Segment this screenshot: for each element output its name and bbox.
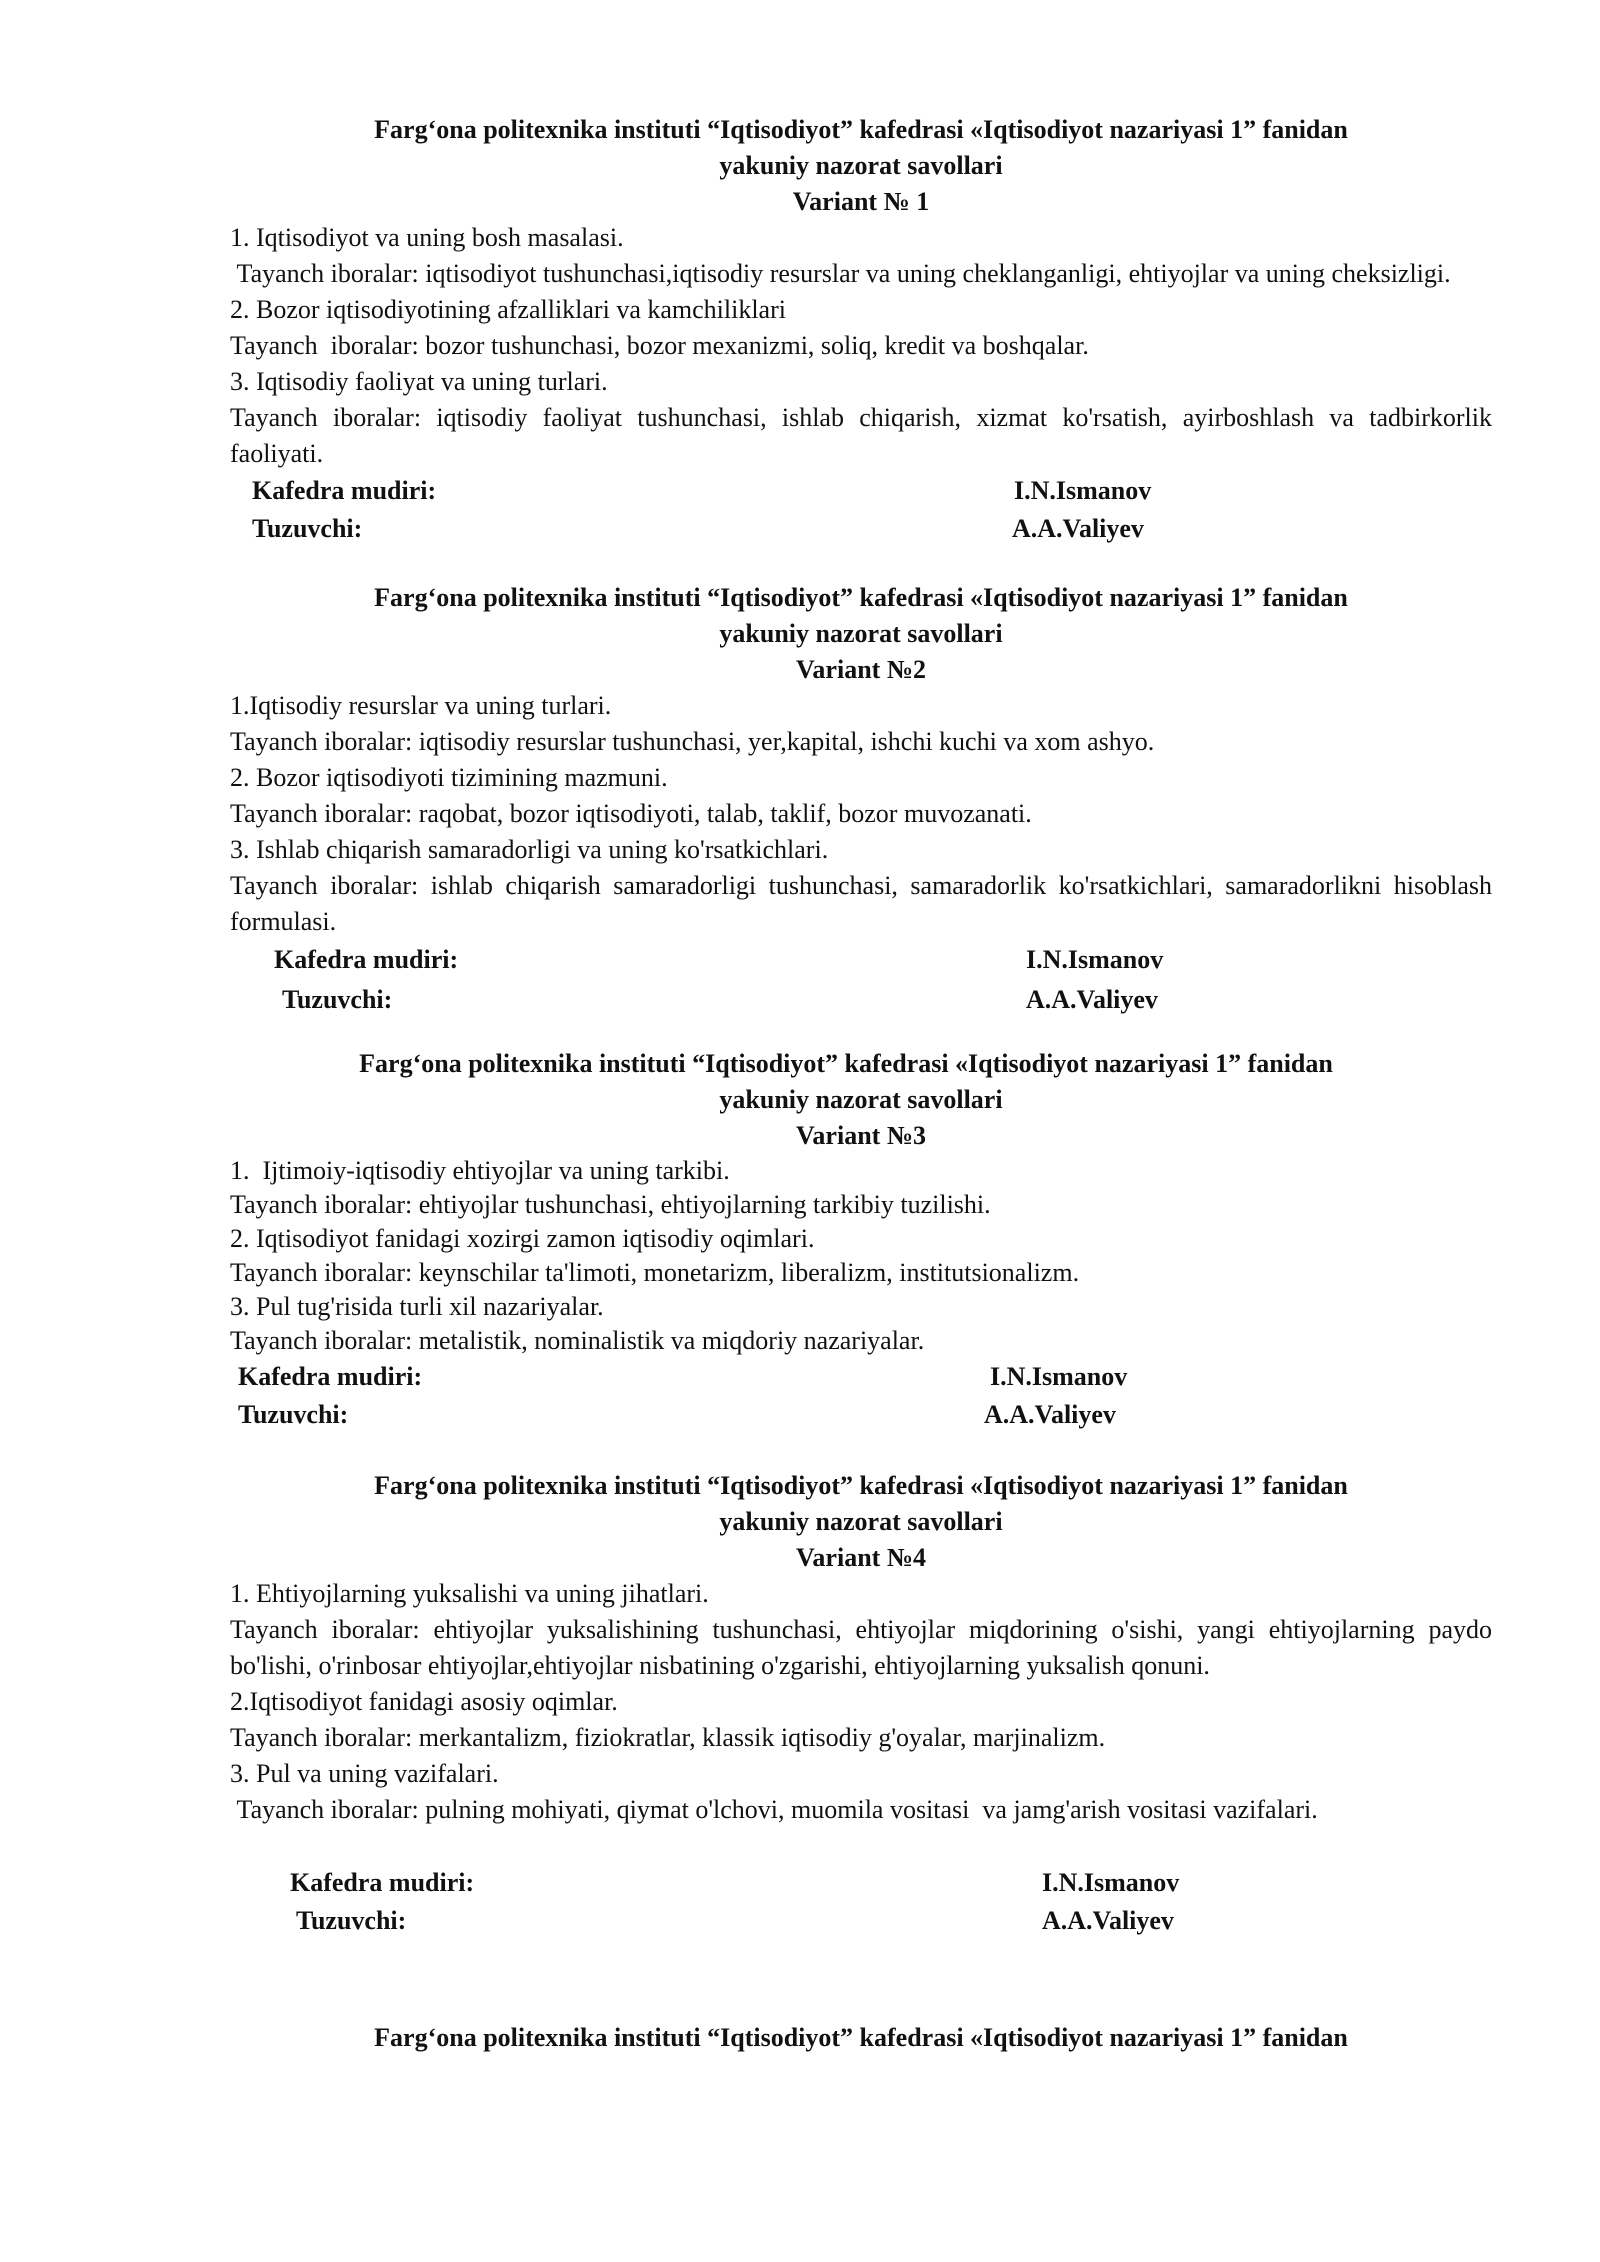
question-3: 3. Iqtisodiy faoliyat va uning turlari. (230, 367, 608, 396)
question-2: 2. Iqtisodiyot fanidagi xozirgi zamon iqtisodiy oqimlari. (230, 1224, 815, 1253)
keywords-2: Tayanch iboralar: bozor tushunchasi, bozor mexanizmi, soliq, kredit va boshqalar. (230, 331, 1089, 360)
signature-head-row (230, 1864, 1492, 1902)
signature-author-row (230, 1902, 1492, 1940)
head-name: I.N.Ismanov (1042, 1868, 1180, 1897)
variant-block-1 (230, 112, 1499, 548)
header-institute: Farg‘ona politexnika instituti “Iqtisodiyot” kafedrasi «Iqtisodiyot nazariyasi 1” fanidan (359, 1049, 1333, 1078)
variant-block-3 (230, 1046, 1492, 1434)
keywords-2: Tayanch iboralar: keynschilar ta'limoti, monetarizm, liberalizm, institutsionalizm. (230, 1258, 1080, 1287)
question-2: 2. Bozor iqtisodiyoti tizimining mazmuni. (230, 763, 668, 792)
keywords-3: Tayanch iboralar: iqtisodiy faoliyat tushunchasi, ishlab chiqarish, xizmat ko'rsatish, ayirboshlash va tadbirkorlik faoliyati. (230, 403, 1499, 468)
keywords-1: Tayanch iboralar: iqtisodiy resurslar tushunchasi, yer,kapital, ishchi kuchi va xom ashyo. (230, 727, 1155, 756)
document-page (230, 112, 1499, 2056)
head-name: I.N.Ismanov (1026, 945, 1164, 974)
variant-block-5-partial (230, 2020, 1492, 2056)
signature-author-row (230, 510, 1492, 548)
variant-title: Variant №2 (796, 655, 926, 684)
header-institute: Farg‘ona politexnika instituti “Iqtisodiyot” kafedrasi «Iqtisodiyot nazariyasi 1” fanidan (374, 2023, 1348, 2052)
header-subtitle: yakuniy nazorat savollari (719, 619, 1003, 648)
head-role: Kafedra mudiri: (252, 476, 437, 505)
keywords-3: Tayanch iboralar: metalistik, nominalistik va miqdoriy nazariyalar. (230, 1326, 925, 1355)
author-role: Tuzuvchi: (252, 514, 363, 543)
question-1: 1.Iqtisodiy resurslar va uning turlari. (230, 691, 612, 720)
author-role: Tuzuvchi: (296, 1906, 407, 1935)
header-subtitle: yakuniy nazorat savollari (719, 1085, 1003, 1114)
head-role: Kafedra mudiri: (290, 1868, 475, 1897)
header-institute: Farg‘ona politexnika instituti “Iqtisodiyot” kafedrasi «Iqtisodiyot nazariyasi 1” fanidan (374, 583, 1348, 612)
author-name: A.A.Valiyev (1042, 1906, 1174, 1935)
question-2: 2. Bozor iqtisodiyotining afzalliklari va kamchiliklari (230, 295, 786, 324)
variant-title: Variant № 1 (792, 187, 930, 216)
variant-title: Variant №4 (796, 1543, 926, 1572)
keywords-1: Tayanch iboralar: ehtiyojlar tushunchasi, ehtiyojlarning tarkibiy tuzilishi. (230, 1190, 991, 1219)
question-1: 1. Iqtisodiyot va uning bosh masalasi. (230, 223, 624, 252)
signature-head-row (230, 472, 1492, 510)
header-subtitle: yakuniy nazorat savollari (719, 1507, 1003, 1536)
signature-author-row (230, 1396, 1492, 1434)
head-name: I.N.Ismanov (1014, 476, 1152, 505)
header-institute: Farg‘ona politexnika instituti “Iqtisodiyot” kafedrasi «Iqtisodiyot nazariyasi 1” fanidan (374, 115, 1348, 144)
question-2: 2.Iqtisodiyot fanidagi asosiy oqimlar. (230, 1687, 618, 1716)
variant-block-2 (230, 580, 1499, 1020)
signature-head-row (230, 1358, 1492, 1396)
keywords-1: Tayanch iboralar: iqtisodiyot tushunchasi,iqtisodiy resurslar va uning cheklanganligi, ehtiyojlar va uning cheksizligi. (230, 259, 1451, 288)
variant-title: Variant №3 (796, 1121, 926, 1150)
signature-head-row (230, 940, 1492, 980)
author-name: A.A.Valiyev (1026, 985, 1158, 1014)
keywords-3: Tayanch iboralar: pulning mohiyati, qiymat o'lchovi, muomila vositasi va jamg'arish vositasi vazifalari. (230, 1795, 1318, 1824)
author-role: Tuzuvchi: (282, 985, 393, 1014)
author-name: A.A.Valiyev (1012, 514, 1144, 543)
author-role: Tuzuvchi: (238, 1400, 349, 1429)
keywords-2: Tayanch iboralar: merkantalizm, fiziokratlar, klassik iqtisodiy g'oyalar, marjinalizm. (230, 1723, 1106, 1752)
author-name: A.A.Valiyev (984, 1400, 1116, 1429)
head-role: Kafedra mudiri: (274, 945, 459, 974)
header-subtitle: yakuniy nazorat savollari (719, 151, 1003, 180)
spacer (230, 1828, 1492, 1864)
signature-author-row (230, 980, 1492, 1020)
keywords-1: Tayanch iboralar: ehtiyojlar yuksalishining tushunchasi, ehtiyojlar miqdorining o'sishi, yangi ehtiyojlarning paydo bo'lishi, o'rinbosar ehtiyojlar,ehtiyojlar nisbatining o'zgarishi, ehtiyojlarning yuksalish qonuni. (230, 1615, 1499, 1680)
keywords-3: Tayanch iboralar: ishlab chiqarish samaradorligi tushunchasi, samaradorlik ko'rsatkichlari, samaradorlikni hisoblash formulasi. (230, 871, 1499, 936)
keywords-2: Tayanch iboralar: raqobat, bozor iqtisodiyoti, talab, taklif, bozor muvozanati. (230, 799, 1032, 828)
variant-block-4 (230, 1468, 1499, 1940)
question-3: 3. Ishlab chiqarish samaradorligi va uning ko'rsatkichlari. (230, 835, 829, 864)
question-1: 1. Ehtiyojlarning yuksalishi va uning jihatlari. (230, 1579, 709, 1608)
question-3: 3. Pul va uning vazifalari. (230, 1759, 499, 1788)
question-3: 3. Pul tug'risida turli xil nazariyalar. (230, 1292, 604, 1321)
head-role: Kafedra mudiri: (238, 1362, 423, 1391)
head-name: I.N.Ismanov (990, 1362, 1128, 1391)
question-1: 1. Ijtimoiy-iqtisodiy ehtiyojlar va uning tarkibi. (230, 1156, 730, 1185)
header-institute: Farg‘ona politexnika instituti “Iqtisodiyot” kafedrasi «Iqtisodiyot nazariyasi 1” fanidan (374, 1471, 1348, 1500)
